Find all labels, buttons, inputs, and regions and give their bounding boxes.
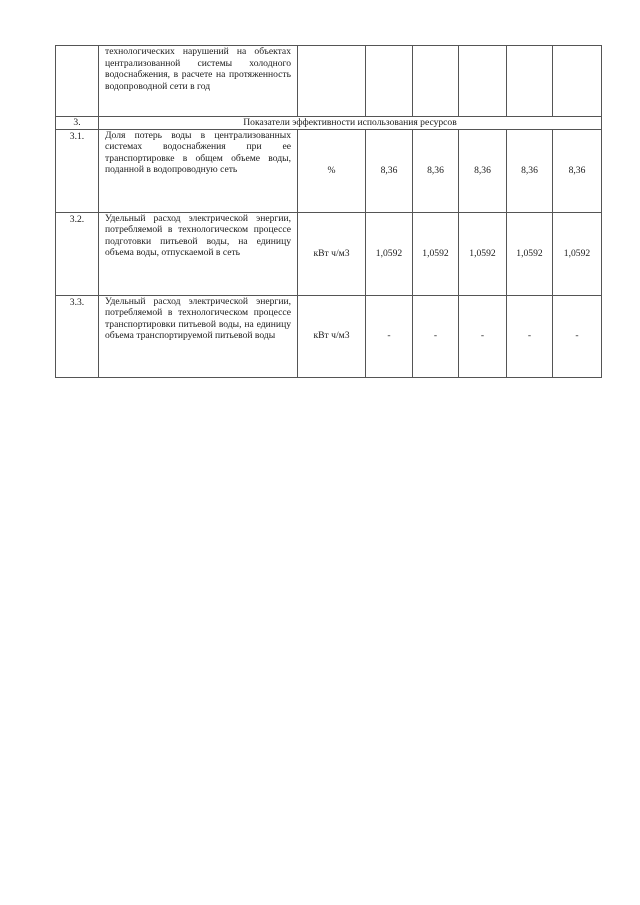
- value-cell: 8,36: [459, 129, 507, 212]
- value-cell: 1,0592: [553, 212, 602, 295]
- value-cell: -: [553, 295, 602, 377]
- value-cell: [507, 46, 553, 117]
- table-row: [56, 212, 602, 295]
- table-row: [56, 129, 602, 212]
- row-number-cell: 3.1.: [56, 129, 99, 212]
- value-cell: -: [413, 295, 459, 377]
- unit-cell: [298, 46, 366, 117]
- row-number-cell: 3.2.: [56, 212, 99, 295]
- value-cell: 1,0592: [413, 212, 459, 295]
- section-number-cell: 3.: [56, 117, 99, 130]
- value-cell: 8,36: [413, 129, 459, 212]
- row-number-cell: [56, 46, 99, 117]
- section-title-cell: Показатели эффективности использования ресурсов: [99, 117, 602, 130]
- value-cell: 8,36: [553, 129, 602, 212]
- value-cell: 1,0592: [507, 212, 553, 295]
- unit-cell: %: [298, 129, 366, 212]
- row-number-cell: 3.3.: [56, 295, 99, 377]
- value-cell: 8,36: [507, 129, 553, 212]
- value-cell: [459, 46, 507, 117]
- value-cell: [413, 46, 459, 117]
- value-cell: 8,36: [366, 129, 413, 212]
- indicator-description-cell: Удельный расход электрической энергии, потребляемой в технологическом процессе подготовки питьевой воды, на единицу объема воды, отпускаемой в сеть: [99, 212, 298, 295]
- unit-cell: кВт ч/м3: [298, 212, 366, 295]
- value-cell: -: [507, 295, 553, 377]
- indicator-description-cell: Удельный расход электрической энергии, потребляемой в технологическом процессе транспортировки питьевой воды, на единицу объема транспортируемой питьевой воды: [99, 295, 298, 377]
- indicators-table: [55, 45, 602, 378]
- value-cell: 1,0592: [366, 212, 413, 295]
- value-cell: -: [366, 295, 413, 377]
- unit-cell: кВт ч/м3: [298, 295, 366, 377]
- value-cell: [366, 46, 413, 117]
- table-row-continuation: [56, 46, 602, 117]
- indicator-description-cell: Доля потерь воды в централизованных системах водоснабжения при ее транспортировке в общем объеме воды, поданной в водопроводную сеть: [99, 129, 298, 212]
- table-row: [56, 295, 602, 377]
- value-cell: [553, 46, 602, 117]
- value-cell: -: [459, 295, 507, 377]
- section-header-row: [56, 117, 602, 130]
- value-cell: 1,0592: [459, 212, 507, 295]
- indicator-description-cell: технологических нарушений на объектах централизованной системы холодного водоснабжения, в расчете на протяженность водопроводной сети в год: [99, 46, 298, 117]
